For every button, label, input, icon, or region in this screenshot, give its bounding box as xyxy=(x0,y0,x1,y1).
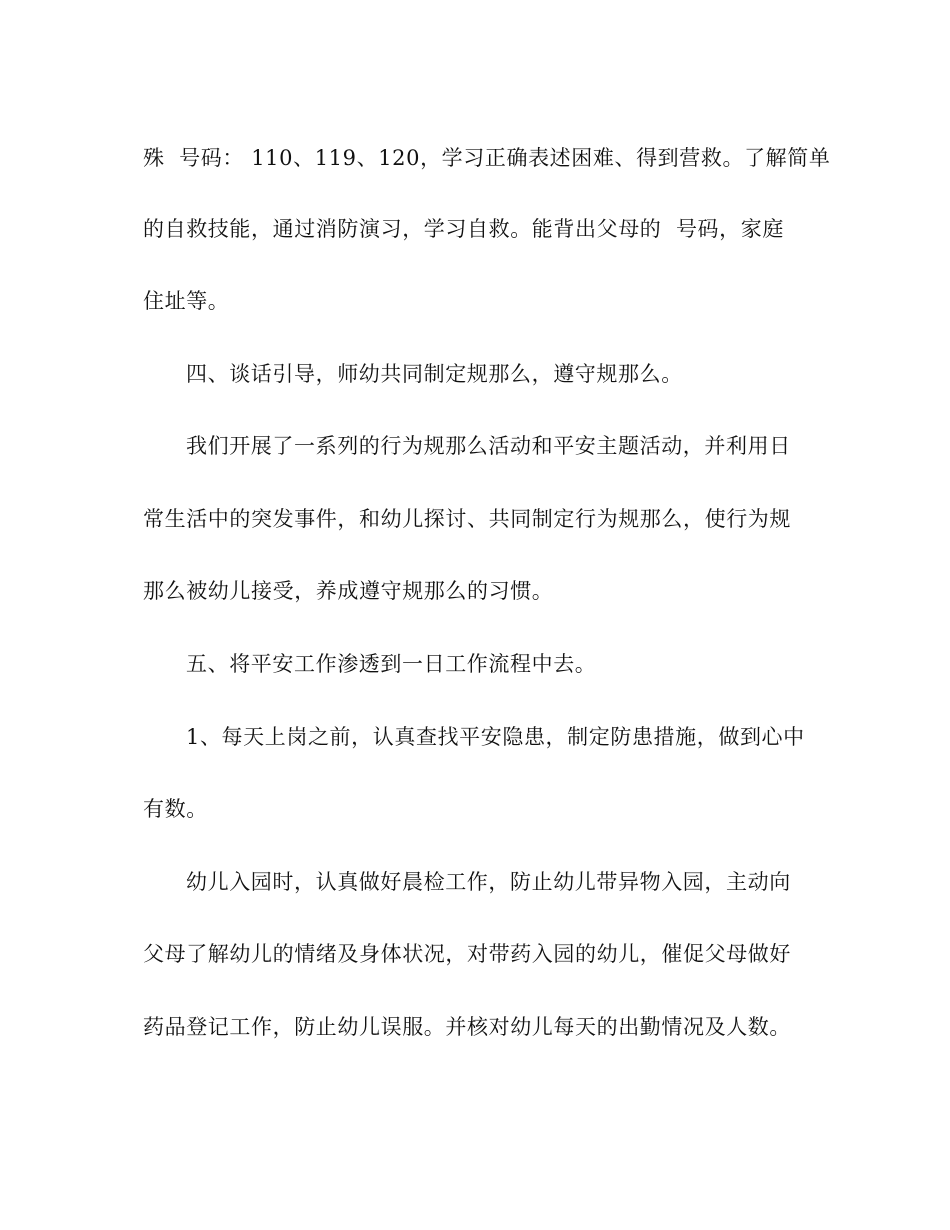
text-line: 那么被幼儿接受，养成遵守规那么的习惯。 xyxy=(143,579,554,603)
text-line: 的自救技能，通过消防演习，学习自救。能背出父母的 号码，家庭 xyxy=(143,217,784,241)
text-line: 殊 号码： 110、119、120，学习正确表述困难、得到营救。了解简单 xyxy=(143,146,831,170)
text-line: 我们开展了一系列的行为规那么活动和平安主题活动，并利用日 xyxy=(186,434,791,458)
text-line: 常生活中的突发事件，和幼儿探讨、共同制定行为规那么，使行为规 xyxy=(143,507,791,531)
text-line: 幼儿入园时，认真做好晨检工作，防止幼儿带异物入园，主动向 xyxy=(186,870,791,894)
text-line: 住址等。 xyxy=(143,289,230,313)
text-line: 有数。 xyxy=(143,797,208,821)
section-heading: 四、谈话引导，师幼共同制定规那么，遵守规那么。 xyxy=(186,362,683,386)
text-line: 父母了解幼儿的情绪及身体状况，对带药入园的幼儿，催促父母做好 xyxy=(143,942,791,966)
section-heading: 五、将平安工作渗透到一日工作流程中去。 xyxy=(186,652,597,676)
text-line: 1、每天上岗之前，认真查找平安隐患，制定防患措施，做到心中 xyxy=(186,725,805,749)
text-line: 药品登记工作，防止幼儿误服。并核对幼儿每天的出勤情况及人数。 xyxy=(143,1015,791,1039)
